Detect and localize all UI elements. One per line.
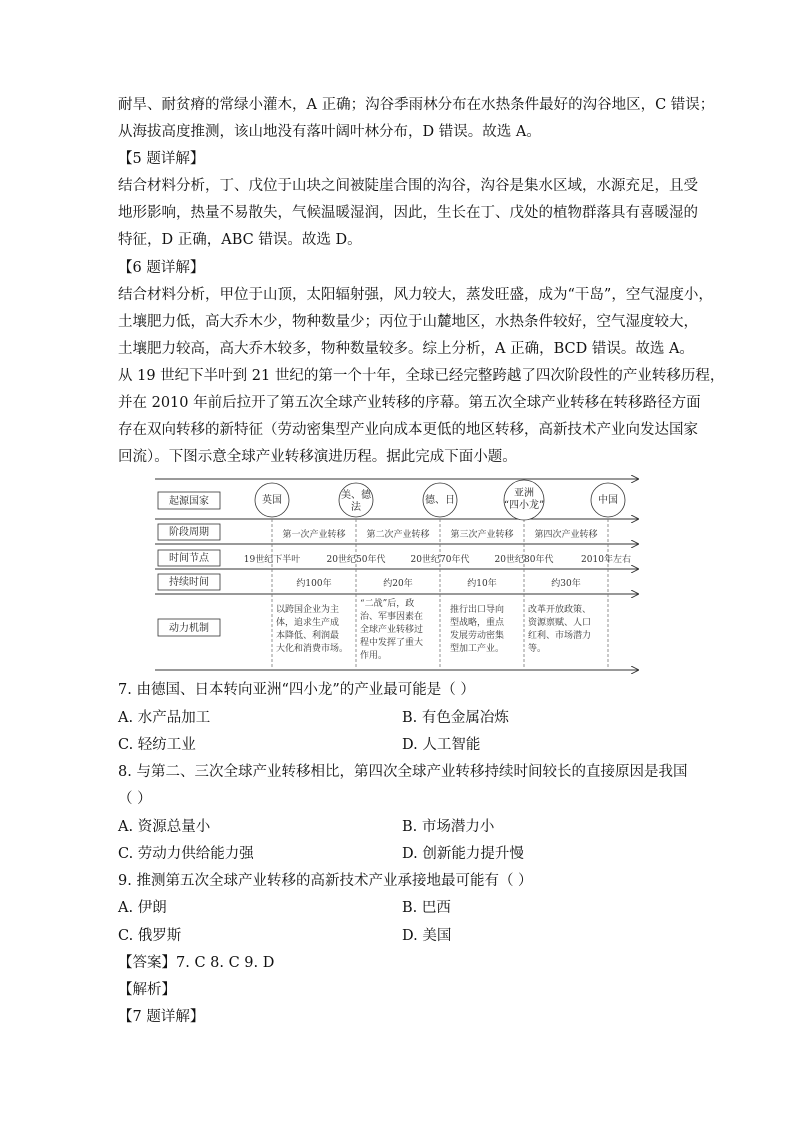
text-line: 土壤肥力较高，高大乔木较多，物种数量较多。综上分析，A 正确，BCD 错误。故选 A。 — [118, 341, 694, 357]
duration-label: 约30年 — [551, 579, 581, 589]
mechanism-text: 型战略，重点 — [450, 618, 505, 628]
question-8: 8. 与第二、三次全球产业转移相比，第四次全球产业转移持续时间较长的直接原因是我国 — [118, 764, 688, 780]
row-label-stage: 阶段周期 — [169, 527, 209, 538]
option-b: B. 有色金属冶炼 — [402, 710, 509, 726]
stage-label: 第一次产业转移 — [282, 530, 346, 540]
duration-label: 约20年 — [383, 579, 413, 589]
section-heading: 【7 题详解】 — [118, 1009, 205, 1025]
stage-label: 第二次产业转移 — [366, 530, 430, 540]
mechanism-text: 推行出口导向 — [450, 605, 505, 615]
option-c: C. 劳动力供给能力强 — [118, 846, 254, 862]
mechanism-text: 大化和消费市场。 — [276, 644, 349, 654]
option-b: B. 巴西 — [402, 900, 451, 916]
industry-transfer-diagram — [150, 474, 650, 679]
section-heading: 【5 题详解】 — [118, 151, 205, 167]
stage-label: 第三次产业转移 — [450, 530, 514, 540]
mechanism-text: 等。 — [528, 644, 547, 654]
mechanism-text: “二战”后，政 — [360, 599, 415, 609]
question-7: 7. 由德国、日本转向亚洲“四小龙”的产业最可能是（ ） — [118, 682, 475, 698]
option-d: D. 美国 — [402, 928, 452, 944]
text-line: 结合材料分析，丁、戊位于山块之间被陡崖合围的沟谷，沟谷是集水区域，水源充足，且受 — [118, 178, 698, 194]
answer-line: 【答案】7. C 8. C 9. D — [118, 955, 275, 971]
row-label-mechanism: 动力机制 — [169, 623, 209, 634]
country-label: 亚洲 — [514, 488, 534, 499]
mechanism-text: 作用。 — [360, 651, 388, 661]
mechanism-text: 型加工产业。 — [450, 644, 505, 654]
option-c: C. 轻纺工业 — [118, 737, 196, 753]
text-line: 耐旱、耐贫瘠的常绿小灌木，A 正确；沟谷季雨林分布在水热条件最好的沟谷地区，C 错误； — [118, 97, 715, 113]
duration-label: 约100年 — [296, 579, 332, 589]
option-b: B. 市场潜力小 — [402, 819, 495, 835]
timepoint-label: 20世纪70年代 — [410, 555, 470, 565]
material-line: 从 19 世纪下半叶到 21 世纪的第一个十年，全球已经完整跨越了四次阶段性的产业转移历程， — [118, 368, 725, 384]
mechanism-text: 本降低、利润最 — [276, 631, 340, 641]
text-line: 特征，D 正确，ABC 错误。故选 D。 — [118, 232, 362, 248]
material-line: 存在双向转移的新特征（劳动密集型产业向成本更低的地区转移，高新技术产业向发达国家 — [118, 422, 698, 438]
country-label: 英国 — [262, 495, 282, 506]
option-a: A. 资源总量小 — [118, 819, 211, 835]
option-a: A. 水产品加工 — [118, 710, 211, 726]
row-label-duration: 持续时间 — [169, 577, 209, 588]
country-label: 中国 — [598, 495, 618, 506]
option-c: C. 俄罗斯 — [118, 928, 182, 944]
stage-label: 第四次产业转移 — [534, 530, 598, 540]
section-heading: 【6 题详解】 — [118, 260, 205, 276]
option-d: D. 人工智能 — [402, 737, 481, 753]
country-label: 德、日 — [425, 495, 455, 506]
mechanism-text: 发展劳动密集 — [450, 631, 505, 641]
question-8-paren: （ ） — [118, 791, 152, 807]
text-line: 结合材料分析，甲位于山顶，太阳辐射强，风力较大，蒸发旺盛，成为“干岛”，空气湿度小， — [118, 287, 713, 303]
text-line: 土壤肥力低，高大乔木少，物种数量少；丙位于山麓地区，水热条件较好，空气湿度较大， — [118, 314, 698, 330]
material-line: 回流）。下图示意全球产业转移演进历程。据此完成下面小题。 — [118, 449, 517, 465]
country-label: 美、德 — [341, 490, 371, 501]
mechanism-text: 治、军事因素在 — [360, 612, 424, 622]
mechanism-text: 体，追求生产成 — [276, 618, 340, 628]
country-label: “四小龙” — [503, 500, 545, 511]
country-label: 法 — [351, 502, 361, 513]
question-9: 9. 推测第五次全球产业转移的高新技术产业承接地最可能有（ ） — [118, 873, 533, 889]
row-label-timepoint: 时间节点 — [169, 553, 209, 564]
mechanism-text: 资源禀赋、人口 — [528, 618, 592, 628]
mechanism-text: 程中发挥了重大 — [360, 638, 424, 648]
mechanism-text: 以跨国企业为主 — [276, 605, 340, 615]
mechanism-text: 改革开放政策、 — [528, 605, 592, 615]
duration-label: 约10年 — [467, 579, 497, 589]
text-line: 从海拔高度推测，该山地没有落叶阔叶林分布，D 错误。故选 A。 — [118, 124, 541, 140]
timepoint-label: 2010年左右 — [581, 555, 631, 565]
option-d: D. 创新能力提升慢 — [402, 846, 524, 862]
material-line: 并在 2010 年前后拉开了第五次全球产业转移的序幕。第五次全球产业转移在转移路径方面 — [118, 395, 701, 411]
mechanism-text: 全球产业转移过 — [360, 625, 424, 635]
mechanism-text: 红利、市场潜力 — [528, 631, 592, 641]
row-label-origin: 起源国家 — [169, 496, 209, 507]
timepoint-label: 20世纪50年代 — [326, 555, 386, 565]
text-line: 地形影响，热量不易散失，气候温暖湿润，因此，生长在丁、戊处的植物群落具有喜暖湿的 — [118, 205, 698, 221]
timepoint-label: 20世纪80年代 — [494, 555, 554, 565]
option-a: A. 伊朗 — [118, 900, 167, 916]
analysis-heading: 【解析】 — [118, 982, 176, 998]
timepoint-label: 19世纪下半叶 — [243, 555, 301, 565]
